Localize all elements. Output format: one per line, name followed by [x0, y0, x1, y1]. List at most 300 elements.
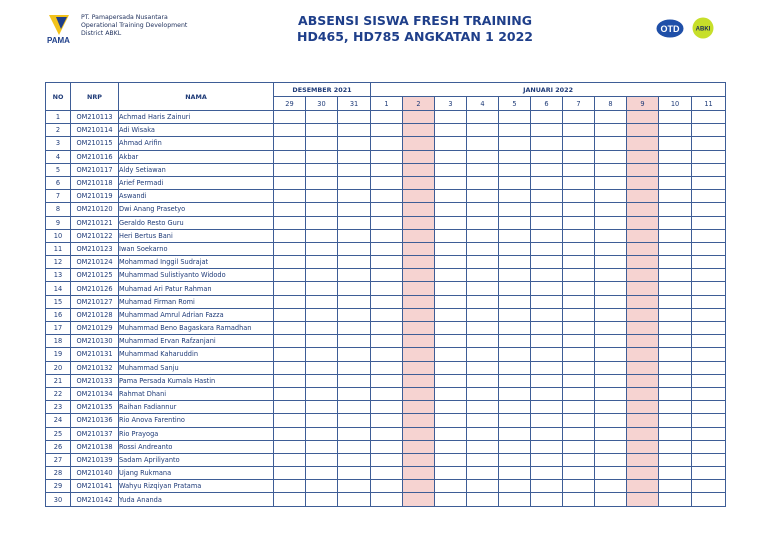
attendance-cell[interactable]: [692, 374, 726, 387]
attendance-cell[interactable]: [627, 124, 659, 137]
attendance-cell[interactable]: [338, 361, 371, 374]
attendance-cell[interactable]: [531, 335, 563, 348]
attendance-cell[interactable]: [467, 137, 499, 150]
attendance-cell[interactable]: [692, 163, 726, 176]
attendance-cell[interactable]: [531, 163, 563, 176]
attendance-cell[interactable]: [531, 493, 563, 506]
attendance-cell[interactable]: [306, 440, 338, 453]
attendance-cell[interactable]: [499, 335, 531, 348]
attendance-cell[interactable]: [692, 269, 726, 282]
attendance-cell[interactable]: [531, 322, 563, 335]
attendance-cell[interactable]: [627, 387, 659, 400]
attendance-cell[interactable]: [659, 150, 692, 163]
attendance-cell[interactable]: [371, 163, 403, 176]
attendance-cell[interactable]: [499, 453, 531, 466]
attendance-cell[interactable]: [338, 137, 371, 150]
attendance-cell[interactable]: [403, 229, 435, 242]
attendance-cell[interactable]: [692, 348, 726, 361]
attendance-cell[interactable]: [659, 348, 692, 361]
attendance-cell[interactable]: [499, 176, 531, 189]
attendance-cell[interactable]: [595, 163, 627, 176]
attendance-cell[interactable]: [403, 111, 435, 124]
attendance-cell[interactable]: [338, 348, 371, 361]
attendance-cell[interactable]: [274, 163, 306, 176]
attendance-cell[interactable]: [595, 124, 627, 137]
attendance-cell[interactable]: [627, 229, 659, 242]
attendance-cell[interactable]: [499, 414, 531, 427]
attendance-cell[interactable]: [371, 137, 403, 150]
attendance-cell[interactable]: [306, 150, 338, 163]
attendance-cell[interactable]: [403, 414, 435, 427]
attendance-cell[interactable]: [659, 203, 692, 216]
attendance-cell[interactable]: [692, 414, 726, 427]
attendance-cell[interactable]: [338, 467, 371, 480]
attendance-cell[interactable]: [371, 335, 403, 348]
attendance-cell[interactable]: [595, 256, 627, 269]
attendance-cell[interactable]: [627, 453, 659, 466]
attendance-cell[interactable]: [274, 401, 306, 414]
attendance-cell[interactable]: [435, 322, 467, 335]
attendance-cell[interactable]: [627, 427, 659, 440]
attendance-cell[interactable]: [595, 361, 627, 374]
attendance-cell[interactable]: [274, 111, 306, 124]
attendance-cell[interactable]: [403, 440, 435, 453]
attendance-cell[interactable]: [274, 137, 306, 150]
attendance-cell[interactable]: [274, 427, 306, 440]
attendance-cell[interactable]: [531, 242, 563, 255]
attendance-cell[interactable]: [595, 216, 627, 229]
attendance-cell[interactable]: [435, 493, 467, 506]
attendance-cell[interactable]: [627, 203, 659, 216]
attendance-cell[interactable]: [371, 111, 403, 124]
attendance-cell[interactable]: [371, 269, 403, 282]
attendance-cell[interactable]: [627, 414, 659, 427]
attendance-cell[interactable]: [435, 453, 467, 466]
attendance-cell[interactable]: [467, 269, 499, 282]
attendance-cell[interactable]: [659, 124, 692, 137]
attendance-cell[interactable]: [499, 216, 531, 229]
attendance-cell[interactable]: [499, 229, 531, 242]
attendance-cell[interactable]: [627, 361, 659, 374]
attendance-cell[interactable]: [563, 387, 595, 400]
attendance-cell[interactable]: [338, 269, 371, 282]
attendance-cell[interactable]: [403, 163, 435, 176]
attendance-cell[interactable]: [467, 348, 499, 361]
attendance-cell[interactable]: [627, 216, 659, 229]
attendance-cell[interactable]: [306, 467, 338, 480]
attendance-cell[interactable]: [274, 176, 306, 189]
attendance-cell[interactable]: [499, 308, 531, 321]
attendance-cell[interactable]: [467, 480, 499, 493]
attendance-cell[interactable]: [274, 295, 306, 308]
attendance-cell[interactable]: [306, 216, 338, 229]
attendance-cell[interactable]: [595, 150, 627, 163]
attendance-cell[interactable]: [467, 361, 499, 374]
attendance-cell[interactable]: [467, 374, 499, 387]
attendance-cell[interactable]: [563, 295, 595, 308]
attendance-cell[interactable]: [595, 427, 627, 440]
attendance-cell[interactable]: [338, 216, 371, 229]
attendance-cell[interactable]: [371, 322, 403, 335]
attendance-cell[interactable]: [627, 401, 659, 414]
attendance-cell[interactable]: [306, 124, 338, 137]
attendance-cell[interactable]: [531, 453, 563, 466]
attendance-cell[interactable]: [563, 229, 595, 242]
attendance-cell[interactable]: [403, 295, 435, 308]
attendance-cell[interactable]: [595, 190, 627, 203]
attendance-cell[interactable]: [563, 308, 595, 321]
attendance-cell[interactable]: [595, 453, 627, 466]
attendance-cell[interactable]: [659, 111, 692, 124]
attendance-cell[interactable]: [403, 335, 435, 348]
attendance-cell[interactable]: [338, 308, 371, 321]
attendance-cell[interactable]: [499, 282, 531, 295]
attendance-cell[interactable]: [692, 453, 726, 466]
attendance-cell[interactable]: [435, 176, 467, 189]
attendance-cell[interactable]: [403, 387, 435, 400]
attendance-cell[interactable]: [435, 387, 467, 400]
attendance-cell[interactable]: [371, 176, 403, 189]
attendance-cell[interactable]: [499, 348, 531, 361]
attendance-cell[interactable]: [499, 374, 531, 387]
attendance-cell[interactable]: [659, 414, 692, 427]
attendance-cell[interactable]: [435, 242, 467, 255]
attendance-cell[interactable]: [371, 150, 403, 163]
attendance-cell[interactable]: [692, 282, 726, 295]
attendance-cell[interactable]: [659, 242, 692, 255]
attendance-cell[interactable]: [274, 493, 306, 506]
attendance-cell[interactable]: [499, 401, 531, 414]
attendance-cell[interactable]: [403, 242, 435, 255]
attendance-cell[interactable]: [627, 282, 659, 295]
attendance-cell[interactable]: [338, 190, 371, 203]
attendance-cell[interactable]: [563, 467, 595, 480]
attendance-cell[interactable]: [595, 493, 627, 506]
attendance-cell[interactable]: [659, 295, 692, 308]
attendance-cell[interactable]: [435, 216, 467, 229]
attendance-cell[interactable]: [531, 401, 563, 414]
attendance-cell[interactable]: [306, 256, 338, 269]
attendance-cell[interactable]: [306, 361, 338, 374]
attendance-cell[interactable]: [306, 190, 338, 203]
attendance-cell[interactable]: [499, 163, 531, 176]
attendance-cell[interactable]: [338, 493, 371, 506]
attendance-cell[interactable]: [659, 322, 692, 335]
attendance-cell[interactable]: [435, 229, 467, 242]
attendance-cell[interactable]: [499, 124, 531, 137]
attendance-cell[interactable]: [659, 440, 692, 453]
attendance-cell[interactable]: [627, 467, 659, 480]
attendance-cell[interactable]: [274, 256, 306, 269]
attendance-cell[interactable]: [306, 308, 338, 321]
attendance-cell[interactable]: [274, 190, 306, 203]
attendance-cell[interactable]: [338, 374, 371, 387]
attendance-cell[interactable]: [371, 453, 403, 466]
attendance-cell[interactable]: [692, 387, 726, 400]
attendance-cell[interactable]: [467, 335, 499, 348]
attendance-cell[interactable]: [659, 137, 692, 150]
attendance-cell[interactable]: [563, 414, 595, 427]
attendance-cell[interactable]: [659, 480, 692, 493]
attendance-cell[interactable]: [692, 150, 726, 163]
attendance-cell[interactable]: [499, 480, 531, 493]
attendance-cell[interactable]: [403, 137, 435, 150]
attendance-cell[interactable]: [435, 427, 467, 440]
attendance-cell[interactable]: [692, 137, 726, 150]
attendance-cell[interactable]: [692, 440, 726, 453]
attendance-cell[interactable]: [499, 137, 531, 150]
attendance-cell[interactable]: [595, 111, 627, 124]
attendance-cell[interactable]: [467, 453, 499, 466]
attendance-cell[interactable]: [274, 335, 306, 348]
attendance-cell[interactable]: [306, 480, 338, 493]
attendance-cell[interactable]: [306, 163, 338, 176]
attendance-cell[interactable]: [499, 440, 531, 453]
attendance-cell[interactable]: [595, 282, 627, 295]
attendance-cell[interactable]: [595, 322, 627, 335]
attendance-cell[interactable]: [435, 137, 467, 150]
attendance-cell[interactable]: [274, 440, 306, 453]
attendance-cell[interactable]: [595, 480, 627, 493]
attendance-cell[interactable]: [563, 493, 595, 506]
attendance-cell[interactable]: [338, 124, 371, 137]
attendance-cell[interactable]: [595, 176, 627, 189]
attendance-cell[interactable]: [467, 111, 499, 124]
attendance-cell[interactable]: [595, 387, 627, 400]
attendance-cell[interactable]: [467, 282, 499, 295]
attendance-cell[interactable]: [371, 414, 403, 427]
attendance-cell[interactable]: [595, 203, 627, 216]
attendance-cell[interactable]: [499, 427, 531, 440]
attendance-cell[interactable]: [692, 216, 726, 229]
attendance-cell[interactable]: [659, 335, 692, 348]
attendance-cell[interactable]: [692, 467, 726, 480]
attendance-cell[interactable]: [274, 467, 306, 480]
attendance-cell[interactable]: [563, 111, 595, 124]
attendance-cell[interactable]: [627, 440, 659, 453]
attendance-cell[interactable]: [531, 190, 563, 203]
attendance-cell[interactable]: [274, 348, 306, 361]
attendance-cell[interactable]: [371, 229, 403, 242]
attendance-cell[interactable]: [531, 348, 563, 361]
attendance-cell[interactable]: [627, 150, 659, 163]
attendance-cell[interactable]: [627, 111, 659, 124]
attendance-cell[interactable]: [659, 308, 692, 321]
attendance-cell[interactable]: [467, 163, 499, 176]
attendance-cell[interactable]: [435, 401, 467, 414]
attendance-cell[interactable]: [563, 374, 595, 387]
attendance-cell[interactable]: [627, 190, 659, 203]
attendance-cell[interactable]: [338, 176, 371, 189]
attendance-cell[interactable]: [306, 229, 338, 242]
attendance-cell[interactable]: [274, 322, 306, 335]
attendance-cell[interactable]: [306, 414, 338, 427]
attendance-cell[interactable]: [467, 427, 499, 440]
attendance-cell[interactable]: [627, 242, 659, 255]
attendance-cell[interactable]: [563, 203, 595, 216]
attendance-cell[interactable]: [338, 453, 371, 466]
attendance-cell[interactable]: [435, 348, 467, 361]
attendance-cell[interactable]: [692, 480, 726, 493]
attendance-cell[interactable]: [595, 137, 627, 150]
attendance-cell[interactable]: [627, 137, 659, 150]
attendance-cell[interactable]: [627, 308, 659, 321]
attendance-cell[interactable]: [627, 348, 659, 361]
attendance-cell[interactable]: [467, 242, 499, 255]
attendance-cell[interactable]: [274, 453, 306, 466]
attendance-cell[interactable]: [435, 269, 467, 282]
attendance-cell[interactable]: [371, 401, 403, 414]
attendance-cell[interactable]: [435, 256, 467, 269]
attendance-cell[interactable]: [659, 361, 692, 374]
attendance-cell[interactable]: [371, 256, 403, 269]
attendance-cell[interactable]: [692, 335, 726, 348]
attendance-cell[interactable]: [435, 335, 467, 348]
attendance-cell[interactable]: [338, 242, 371, 255]
attendance-cell[interactable]: [371, 308, 403, 321]
attendance-cell[interactable]: [627, 480, 659, 493]
attendance-cell[interactable]: [627, 176, 659, 189]
attendance-cell[interactable]: [467, 295, 499, 308]
attendance-cell[interactable]: [692, 242, 726, 255]
attendance-cell[interactable]: [692, 203, 726, 216]
attendance-cell[interactable]: [595, 335, 627, 348]
attendance-cell[interactable]: [338, 256, 371, 269]
attendance-cell[interactable]: [531, 440, 563, 453]
attendance-cell[interactable]: [435, 480, 467, 493]
attendance-cell[interactable]: [692, 229, 726, 242]
attendance-cell[interactable]: [499, 203, 531, 216]
attendance-cell[interactable]: [595, 348, 627, 361]
attendance-cell[interactable]: [563, 176, 595, 189]
attendance-cell[interactable]: [371, 216, 403, 229]
attendance-cell[interactable]: [435, 111, 467, 124]
attendance-cell[interactable]: [692, 295, 726, 308]
attendance-cell[interactable]: [403, 269, 435, 282]
attendance-cell[interactable]: [563, 427, 595, 440]
attendance-cell[interactable]: [499, 361, 531, 374]
attendance-cell[interactable]: [274, 216, 306, 229]
attendance-cell[interactable]: [563, 440, 595, 453]
attendance-cell[interactable]: [371, 374, 403, 387]
attendance-cell[interactable]: [435, 308, 467, 321]
attendance-cell[interactable]: [692, 361, 726, 374]
attendance-cell[interactable]: [306, 453, 338, 466]
attendance-cell[interactable]: [499, 467, 531, 480]
attendance-cell[interactable]: [403, 493, 435, 506]
attendance-cell[interactable]: [371, 427, 403, 440]
attendance-cell[interactable]: [499, 190, 531, 203]
attendance-cell[interactable]: [371, 348, 403, 361]
attendance-cell[interactable]: [595, 414, 627, 427]
attendance-cell[interactable]: [403, 453, 435, 466]
attendance-cell[interactable]: [435, 295, 467, 308]
attendance-cell[interactable]: [595, 440, 627, 453]
attendance-cell[interactable]: [435, 150, 467, 163]
attendance-cell[interactable]: [306, 269, 338, 282]
attendance-cell[interactable]: [692, 427, 726, 440]
attendance-cell[interactable]: [563, 269, 595, 282]
attendance-cell[interactable]: [435, 124, 467, 137]
attendance-cell[interactable]: [338, 322, 371, 335]
attendance-cell[interactable]: [306, 322, 338, 335]
attendance-cell[interactable]: [435, 203, 467, 216]
attendance-cell[interactable]: [274, 308, 306, 321]
attendance-cell[interactable]: [371, 480, 403, 493]
attendance-cell[interactable]: [531, 203, 563, 216]
attendance-cell[interactable]: [531, 467, 563, 480]
attendance-cell[interactable]: [306, 111, 338, 124]
attendance-cell[interactable]: [306, 335, 338, 348]
attendance-cell[interactable]: [531, 480, 563, 493]
attendance-cell[interactable]: [692, 176, 726, 189]
attendance-cell[interactable]: [338, 480, 371, 493]
attendance-cell[interactable]: [435, 440, 467, 453]
attendance-cell[interactable]: [371, 361, 403, 374]
attendance-cell[interactable]: [531, 256, 563, 269]
attendance-cell[interactable]: [338, 427, 371, 440]
attendance-cell[interactable]: [306, 203, 338, 216]
attendance-cell[interactable]: [659, 427, 692, 440]
attendance-cell[interactable]: [435, 282, 467, 295]
attendance-cell[interactable]: [306, 282, 338, 295]
attendance-cell[interactable]: [467, 190, 499, 203]
attendance-cell[interactable]: [306, 295, 338, 308]
attendance-cell[interactable]: [435, 467, 467, 480]
attendance-cell[interactable]: [563, 282, 595, 295]
attendance-cell[interactable]: [403, 348, 435, 361]
attendance-cell[interactable]: [692, 256, 726, 269]
attendance-cell[interactable]: [338, 387, 371, 400]
attendance-cell[interactable]: [435, 374, 467, 387]
attendance-cell[interactable]: [659, 387, 692, 400]
attendance-cell[interactable]: [403, 124, 435, 137]
attendance-cell[interactable]: [371, 387, 403, 400]
attendance-cell[interactable]: [338, 401, 371, 414]
attendance-cell[interactable]: [659, 229, 692, 242]
attendance-cell[interactable]: [306, 242, 338, 255]
attendance-cell[interactable]: [692, 401, 726, 414]
attendance-cell[interactable]: [499, 256, 531, 269]
attendance-cell[interactable]: [403, 361, 435, 374]
attendance-cell[interactable]: [499, 111, 531, 124]
attendance-cell[interactable]: [595, 374, 627, 387]
attendance-cell[interactable]: [403, 190, 435, 203]
attendance-cell[interactable]: [467, 401, 499, 414]
attendance-cell[interactable]: [563, 137, 595, 150]
attendance-cell[interactable]: [467, 176, 499, 189]
attendance-cell[interactable]: [274, 150, 306, 163]
attendance-cell[interactable]: [531, 282, 563, 295]
attendance-cell[interactable]: [692, 493, 726, 506]
attendance-cell[interactable]: [563, 453, 595, 466]
attendance-cell[interactable]: [531, 229, 563, 242]
attendance-cell[interactable]: [531, 387, 563, 400]
attendance-cell[interactable]: [531, 111, 563, 124]
attendance-cell[interactable]: [531, 137, 563, 150]
attendance-cell[interactable]: [531, 150, 563, 163]
attendance-cell[interactable]: [659, 453, 692, 466]
attendance-cell[interactable]: [306, 348, 338, 361]
attendance-cell[interactable]: [338, 335, 371, 348]
attendance-cell[interactable]: [403, 467, 435, 480]
attendance-cell[interactable]: [371, 493, 403, 506]
attendance-cell[interactable]: [563, 322, 595, 335]
attendance-cell[interactable]: [306, 493, 338, 506]
attendance-cell[interactable]: [531, 361, 563, 374]
attendance-cell[interactable]: [306, 176, 338, 189]
attendance-cell[interactable]: [306, 374, 338, 387]
